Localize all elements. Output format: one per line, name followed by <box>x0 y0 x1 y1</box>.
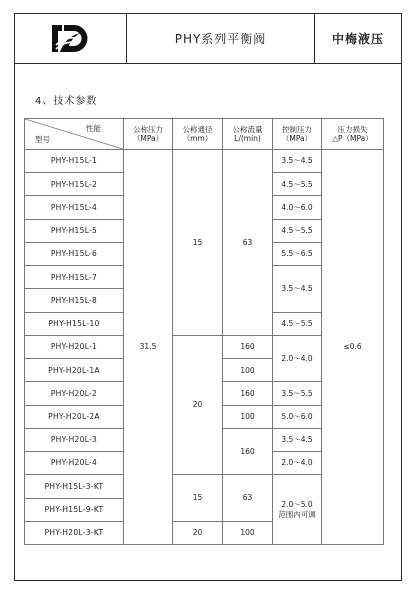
model-cell: PHY-H20L-1A <box>25 359 124 382</box>
header-model: 型号 <box>35 134 50 144</box>
control-cell: 2.0～4.0 <box>273 452 322 475</box>
model-cell: PHY-H15L-7 <box>25 266 124 289</box>
control-cell: 5.5～6.5 <box>273 242 322 265</box>
header-control: 控制压力 （MPa） <box>273 119 322 150</box>
control-cell: 4.5～5.5 <box>273 173 322 196</box>
model-cell: PHY-H15L-10 <box>25 312 124 335</box>
model-cell: PHY-H15L-4 <box>25 196 124 219</box>
control-cell: 3.5～4.5 <box>273 428 322 451</box>
model-cell: PHY-H20L-2A <box>25 405 124 428</box>
model-cell: PHY-H15L-3-KT <box>25 475 124 498</box>
control-cell: 4.5～5.5 <box>273 219 322 242</box>
flow-cell: 160 <box>223 428 273 474</box>
control-cell: 3.5～4.5 <box>273 150 322 173</box>
model-cell: PHY-H20L-3 <box>25 428 124 451</box>
flow-cell: 160 <box>223 335 273 358</box>
pressure-cell: 31.5 <box>124 150 173 545</box>
bore-cell: 20 <box>173 521 223 544</box>
flow-cell: 100 <box>223 405 273 428</box>
control-cell: 4.5～5.5 <box>273 312 322 335</box>
header-flow: 公称流量 L/(min) <box>223 119 273 150</box>
document-title: PHY系列平衡阀 <box>127 14 315 63</box>
model-cell: PHY-H20L-4 <box>25 452 124 475</box>
header-pressure: 公称压力 （MPa） <box>124 119 173 150</box>
company-logo <box>50 23 90 54</box>
model-cell: PHY-H20L-3-KT <box>25 521 124 544</box>
bore-cell: 15 <box>173 475 223 521</box>
header-loss: 压力损失 △P（MPa） <box>322 119 384 150</box>
model-cell: PHY-H15L-8 <box>25 289 124 312</box>
control-cell: 3.5～4.5 <box>273 266 322 312</box>
header-performance: 性能 <box>86 124 101 133</box>
model-cell: PHY-H20L-1 <box>25 335 124 358</box>
control-cell: 5.0～6.0 <box>273 405 322 428</box>
model-cell: PHY-H15L-9-KT <box>25 498 124 521</box>
model-cell: PHY-H15L-5 <box>25 219 124 242</box>
flow-cell: 63 <box>223 475 273 521</box>
logo-cell <box>15 14 127 63</box>
header-bore: 公称通径 （mm） <box>173 119 223 150</box>
model-cell: PHY-H15L-6 <box>25 242 124 265</box>
bore-cell: 15 <box>173 150 223 336</box>
model-cell: PHY-H15L-1 <box>25 150 124 173</box>
company-name: 中梅液压 <box>331 32 384 46</box>
model-cell: PHY-H20L-2 <box>25 382 124 405</box>
table-header-row <box>25 119 384 150</box>
section-heading: 4、技术参数 <box>35 96 98 107</box>
header <box>15 14 401 64</box>
control-cell: 4.0～6.0 <box>273 196 322 219</box>
flow-cell: 100 <box>223 521 273 544</box>
table-row <box>25 150 384 173</box>
corner-header-cell <box>25 119 124 150</box>
flow-cell: 160 <box>223 382 273 405</box>
control-cell-adjustable: 2.0～5.0 范围内可调 <box>273 475 322 545</box>
model-cell: PHY-H15L-2 <box>25 173 124 196</box>
flow-cell: 63 <box>223 150 273 336</box>
control-cell: 3.5～5.5 <box>273 382 322 405</box>
flow-cell: 100 <box>223 359 273 382</box>
control-cell: 2.0～4.0 <box>273 335 322 381</box>
spec-table <box>24 118 383 545</box>
loss-cell: ≤0.6 <box>322 150 384 545</box>
bore-cell: 20 <box>173 335 223 474</box>
